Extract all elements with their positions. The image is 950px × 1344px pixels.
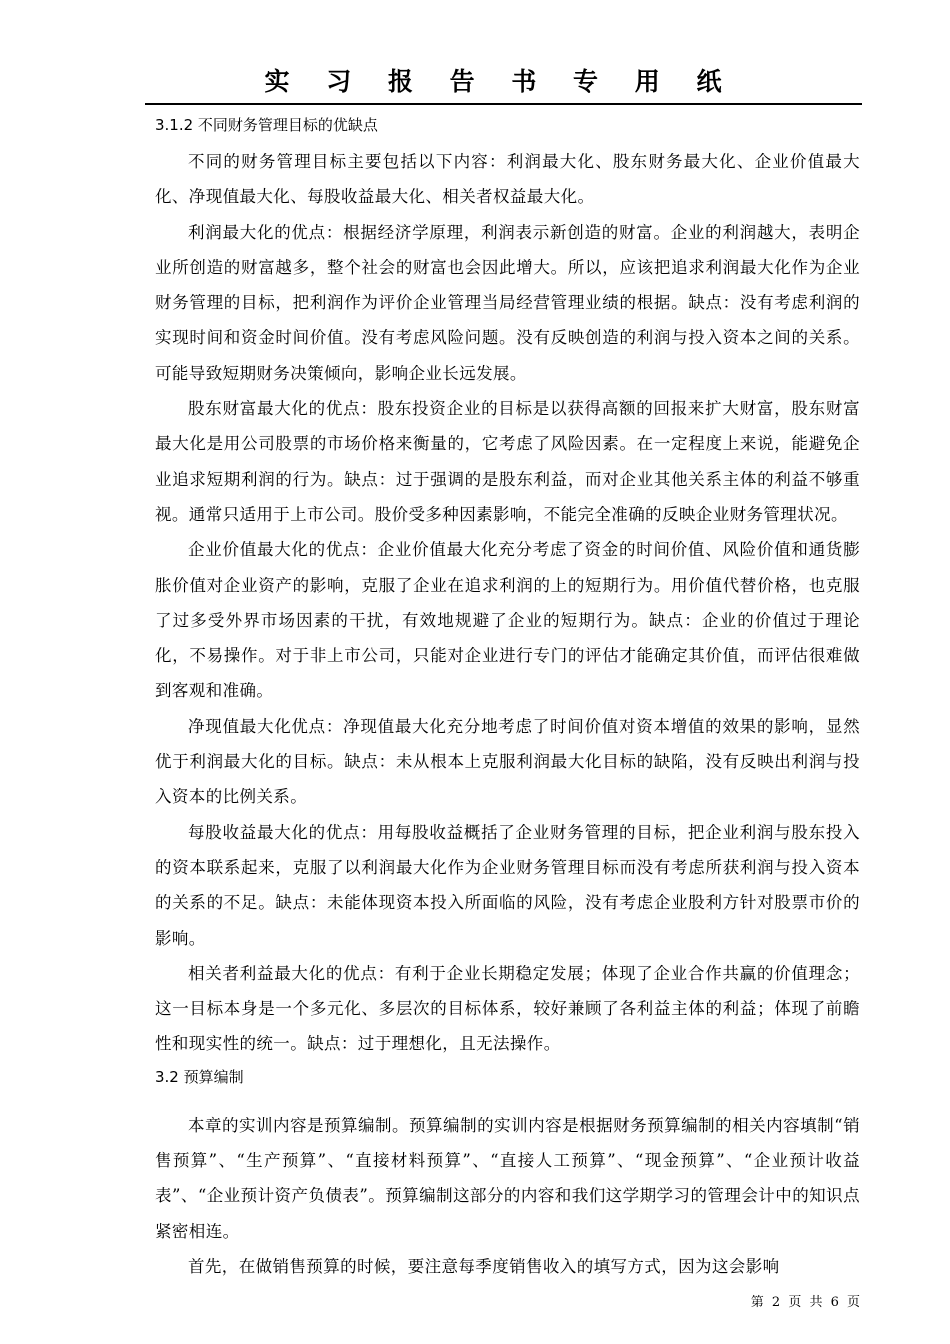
paragraph: 股东财富最大化的优点：股东投资企业的目标是以获得高额的回报来扩大财富，股东财富最大化是用公司股票的市场价格来衡量的，它考虑了风险因素。在一定程度上来说，能避免企业追求短期利润的行为。缺点：过于强调的是股东利益，而对企业其他关系主体的利益不够重视。通常只适用于上市公司。股价受多种因素影响，不能完全准确的反映企业财务管理状况。 — [155, 399, 860, 524]
page-number: 第 2 页 共 6 页 — [750, 1295, 860, 1310]
section-heading-3-2: 3.2 预算编制 — [155, 1067, 244, 1086]
paragraph: 净现值最大化优点：净现值最大化充分地考虑了时间价值对资本增值的效果的影响，显然优于利润最大化的目标。缺点：未从根本上克服利润最大化目标的缺陷，没有反映出利润与投入资本的比例关系。 — [155, 716, 860, 807]
section-heading-3-1-2: 3.1.2 不同财务管理目标的优缺点 — [155, 116, 378, 134]
header-divider — [145, 103, 862, 105]
paragraph: 相关者利益最大化的优点：有利于企业长期稳定发展；体现了企业合作共赢的价值理念；这一目标本身是一个多元化、多层次的目标体系，较好兼顾了各利益主体的利益；体现了前瞻性和现实性的统一。缺点：过于理想化，且无法操作。 — [155, 963, 860, 1054]
paragraph: 企业价值最大化的优点：企业价值最大化充分考虑了资金的时间价值、风险价值和通货膨胀价值对企业资产的影响，克服了企业在追求利润的上的短期行为。用价值代替价格，也克服了过多受外界市场因素的干扰，有效地规避了企业的短期行为。缺点：企业的价值过于理论化，不易操作。对于非上市公司，只能对企业进行专门的评估才能确定其价值，而评估很难做到客观和准确。 — [155, 540, 860, 701]
paragraph: 利润最大化的优点：根据经济学原理，利润表示新创造的财富。企业的利润越大，表明企业所创造的财富越多，整个社会的财富也会因此增大。所以，应该把追求利润最大化作为企业财务管理的目标，把利润作为评价企业管理当局经营管理业绩的根据。缺点：没有考虑利润的实现时间和资金时间价值。没有考虑风险问题。没有反映创造的利润与投入资本之间的关系。可能导致短期财务决策倾向，影响企业长远发展。 — [155, 222, 860, 383]
paragraph: 不同的财务管理目标主要包括以下内容：利润最大化、股东财务最大化、企业价值最大化、净现值最大化、每股收益最大化、相关者权益最大化。 — [155, 152, 860, 207]
page-header-title: 实 习 报 告 书 专 用 纸 — [264, 67, 736, 96]
document-body — [155, 112, 860, 1284]
paragraph: 每股收益最大化的优点：用每股收益概括了企业财务管理的目标，把企业利润与股东投入的资本联系起来，克服了以利润最大化作为企业财务管理目标而没有考虑所获利润与投入资本的关系的不足。缺点：未能体现资本投入所面临的风险，没有考虑企业股利方针对股票市价的影响。 — [155, 822, 860, 948]
paragraph: 首先，在做销售预算的时候，要注意每季度销售收入的填写方式，因为这会影响 — [188, 1256, 780, 1276]
paragraph: 本章的实训内容是预算编制。预算编制的实训内容是根据财务预算编制的相关内容填制“销售预算”、“生产预算”、“直接材料预算”、“直接人工预算”、“现金预算”、“企业预计收益表”、“企业预计资产负债表”。预算编制这部分的内容和我们这学期学习的管理会计中的知识点紧密相连。 — [155, 1115, 860, 1241]
